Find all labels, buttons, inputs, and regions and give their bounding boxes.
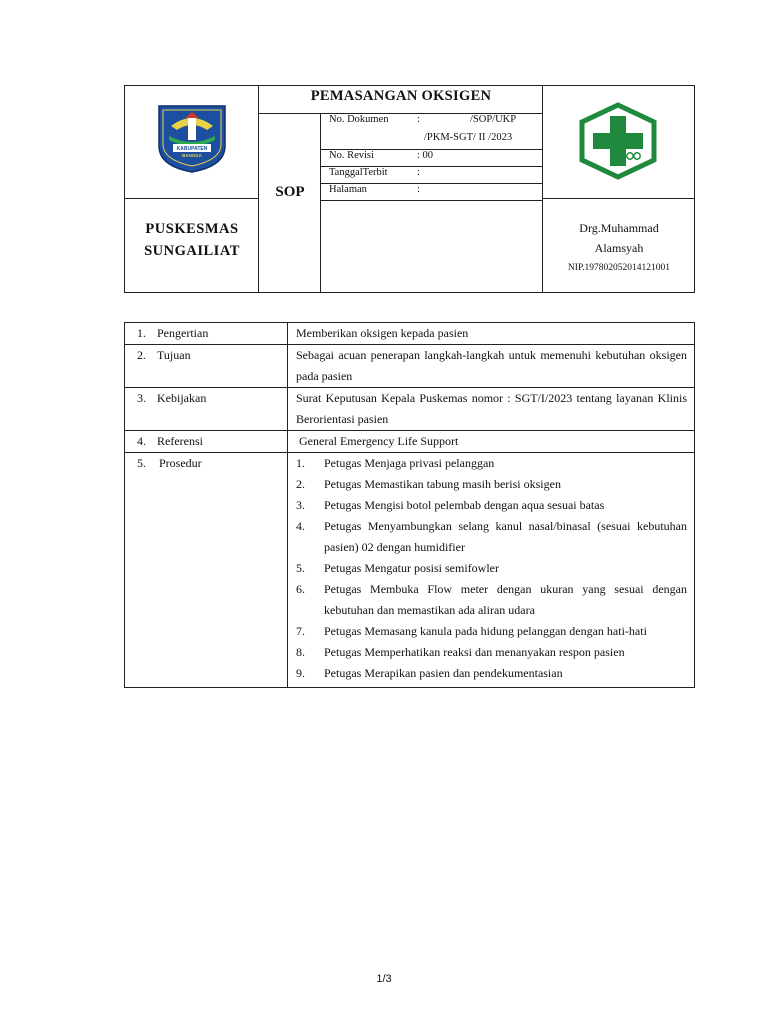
row-number: 4. (137, 434, 146, 448)
procedure-step (296, 663, 687, 684)
table-row (125, 388, 695, 431)
sop-label: SOP (275, 184, 305, 200)
no-dokumen-separator: : (417, 114, 420, 125)
step-number: 8. (296, 645, 305, 659)
procedure-step (296, 642, 687, 663)
procedure-step (296, 516, 687, 558)
divider (542, 198, 694, 199)
row-number: 5. (137, 456, 146, 470)
puskesmas-logo (577, 102, 659, 180)
row-value: Surat Keputusan Kepala Puskemas nomor : SGT/I/2023 tentang layanan Klinis Berorientasi pasien (288, 388, 695, 431)
table-row (125, 453, 695, 688)
no-dokumen-label: No. Dokumen (329, 114, 389, 125)
step-text: Petugas Memperhatikan reaksi dan menanyakan respon pasien (324, 645, 625, 659)
no-dokumen-value: /SOP/UKP (470, 114, 517, 125)
document-title: PEMASANGAN OKSIGEN (310, 88, 492, 104)
emblem-icon (155, 102, 229, 174)
organization-line: SUNGAILIAT (144, 243, 240, 259)
row-label (125, 453, 288, 688)
no-revisi-label: No. Revisi (329, 150, 374, 161)
row-label-text: Prosedur (159, 456, 202, 470)
divider (320, 200, 542, 201)
row-value: General Emergency Life Support (288, 431, 695, 453)
sop-header (124, 85, 695, 293)
row-label-text: Referensi (157, 434, 203, 448)
health-cross-icon (577, 102, 659, 180)
tanggal-terbit-value: : (417, 167, 420, 178)
no-revisi-value: : 00 (417, 150, 434, 161)
row-number: 1. (137, 326, 146, 340)
signer-name: Alamsyah (594, 241, 644, 255)
signer-name: Drg.Muhammad (579, 221, 659, 235)
step-number: 7. (296, 624, 305, 638)
no-dokumen-value-2: /PKM-SGT/ II /2023 (424, 132, 513, 143)
page-number: 1/3 (376, 973, 392, 985)
step-text: Petugas Menjaga privasi pelanggan (324, 456, 495, 470)
sop-content-table (124, 322, 695, 688)
row-label-text: Pengertian (157, 326, 209, 340)
row-label (125, 345, 288, 388)
logo-text: KABUPATEN (176, 146, 208, 152)
row-label (125, 323, 288, 345)
row-label (125, 388, 288, 431)
signer-nip: NIP.197802052014121001 (567, 263, 671, 273)
organization-line: PUSKESMAS (145, 221, 239, 237)
row-value (288, 453, 695, 688)
row-value: Memberikan oksigen kepada pasien (288, 323, 695, 345)
procedure-steps (296, 453, 687, 684)
divider (320, 113, 321, 292)
step-number: 1. (296, 456, 305, 470)
step-text: Petugas Menyambungkan selang kanul nasal/binasal (sesuai kebutuhan pasien) 02 dengan humidifier (324, 519, 687, 554)
step-number: 3. (296, 498, 305, 512)
step-text: Petugas Merapikan pasien dan pendekumentasian (324, 666, 563, 680)
row-label-text: Tujuan (157, 348, 191, 362)
step-number: 6. (296, 582, 305, 596)
step-text: Petugas Mengatur posisi semifowler (324, 561, 499, 575)
row-number: 2. (137, 348, 146, 362)
organization-name (125, 218, 259, 262)
step-number: 4. (296, 519, 305, 533)
table-row (125, 431, 695, 453)
procedure-step (296, 558, 687, 579)
row-label-text: Kebijakan (157, 391, 207, 405)
row-value: Sebagai acuan penerapan langkah-langkah untuk memenuhi kebutuhan oksigen pada pasien (288, 345, 695, 388)
tanggal-terbit-label: TanggalTerbit (329, 167, 388, 178)
divider (125, 198, 258, 199)
step-number: 9. (296, 666, 305, 680)
procedure-step (296, 579, 687, 621)
procedure-step (296, 453, 687, 474)
table-row (125, 345, 695, 388)
logo-text: BANGKA (182, 153, 202, 158)
step-number: 5. (296, 561, 305, 575)
halaman-label: Halaman (329, 184, 367, 195)
row-label (125, 431, 288, 453)
step-text: Petugas Memastikan tabung masih berisi oksigen (324, 477, 561, 491)
regency-logo (155, 102, 229, 174)
procedure-step (296, 621, 687, 642)
signer-block (543, 218, 695, 278)
row-number: 3. (137, 391, 146, 405)
procedure-step (296, 474, 687, 495)
procedure-step (296, 495, 687, 516)
step-text: Petugas Memasang kanula pada hidung pelanggan dengan hati-hati (324, 624, 647, 638)
table-row (125, 323, 695, 345)
halaman-value: : (417, 184, 420, 195)
step-text: Petugas Membuka Flow meter dengan ukuran yang sesuai dengan kebutuhan dan memastikan ada aliran udara (324, 582, 687, 617)
step-number: 2. (296, 477, 305, 491)
step-text: Petugas Mengisi botol pelembab dengan aqua sesuai batas (324, 498, 605, 512)
